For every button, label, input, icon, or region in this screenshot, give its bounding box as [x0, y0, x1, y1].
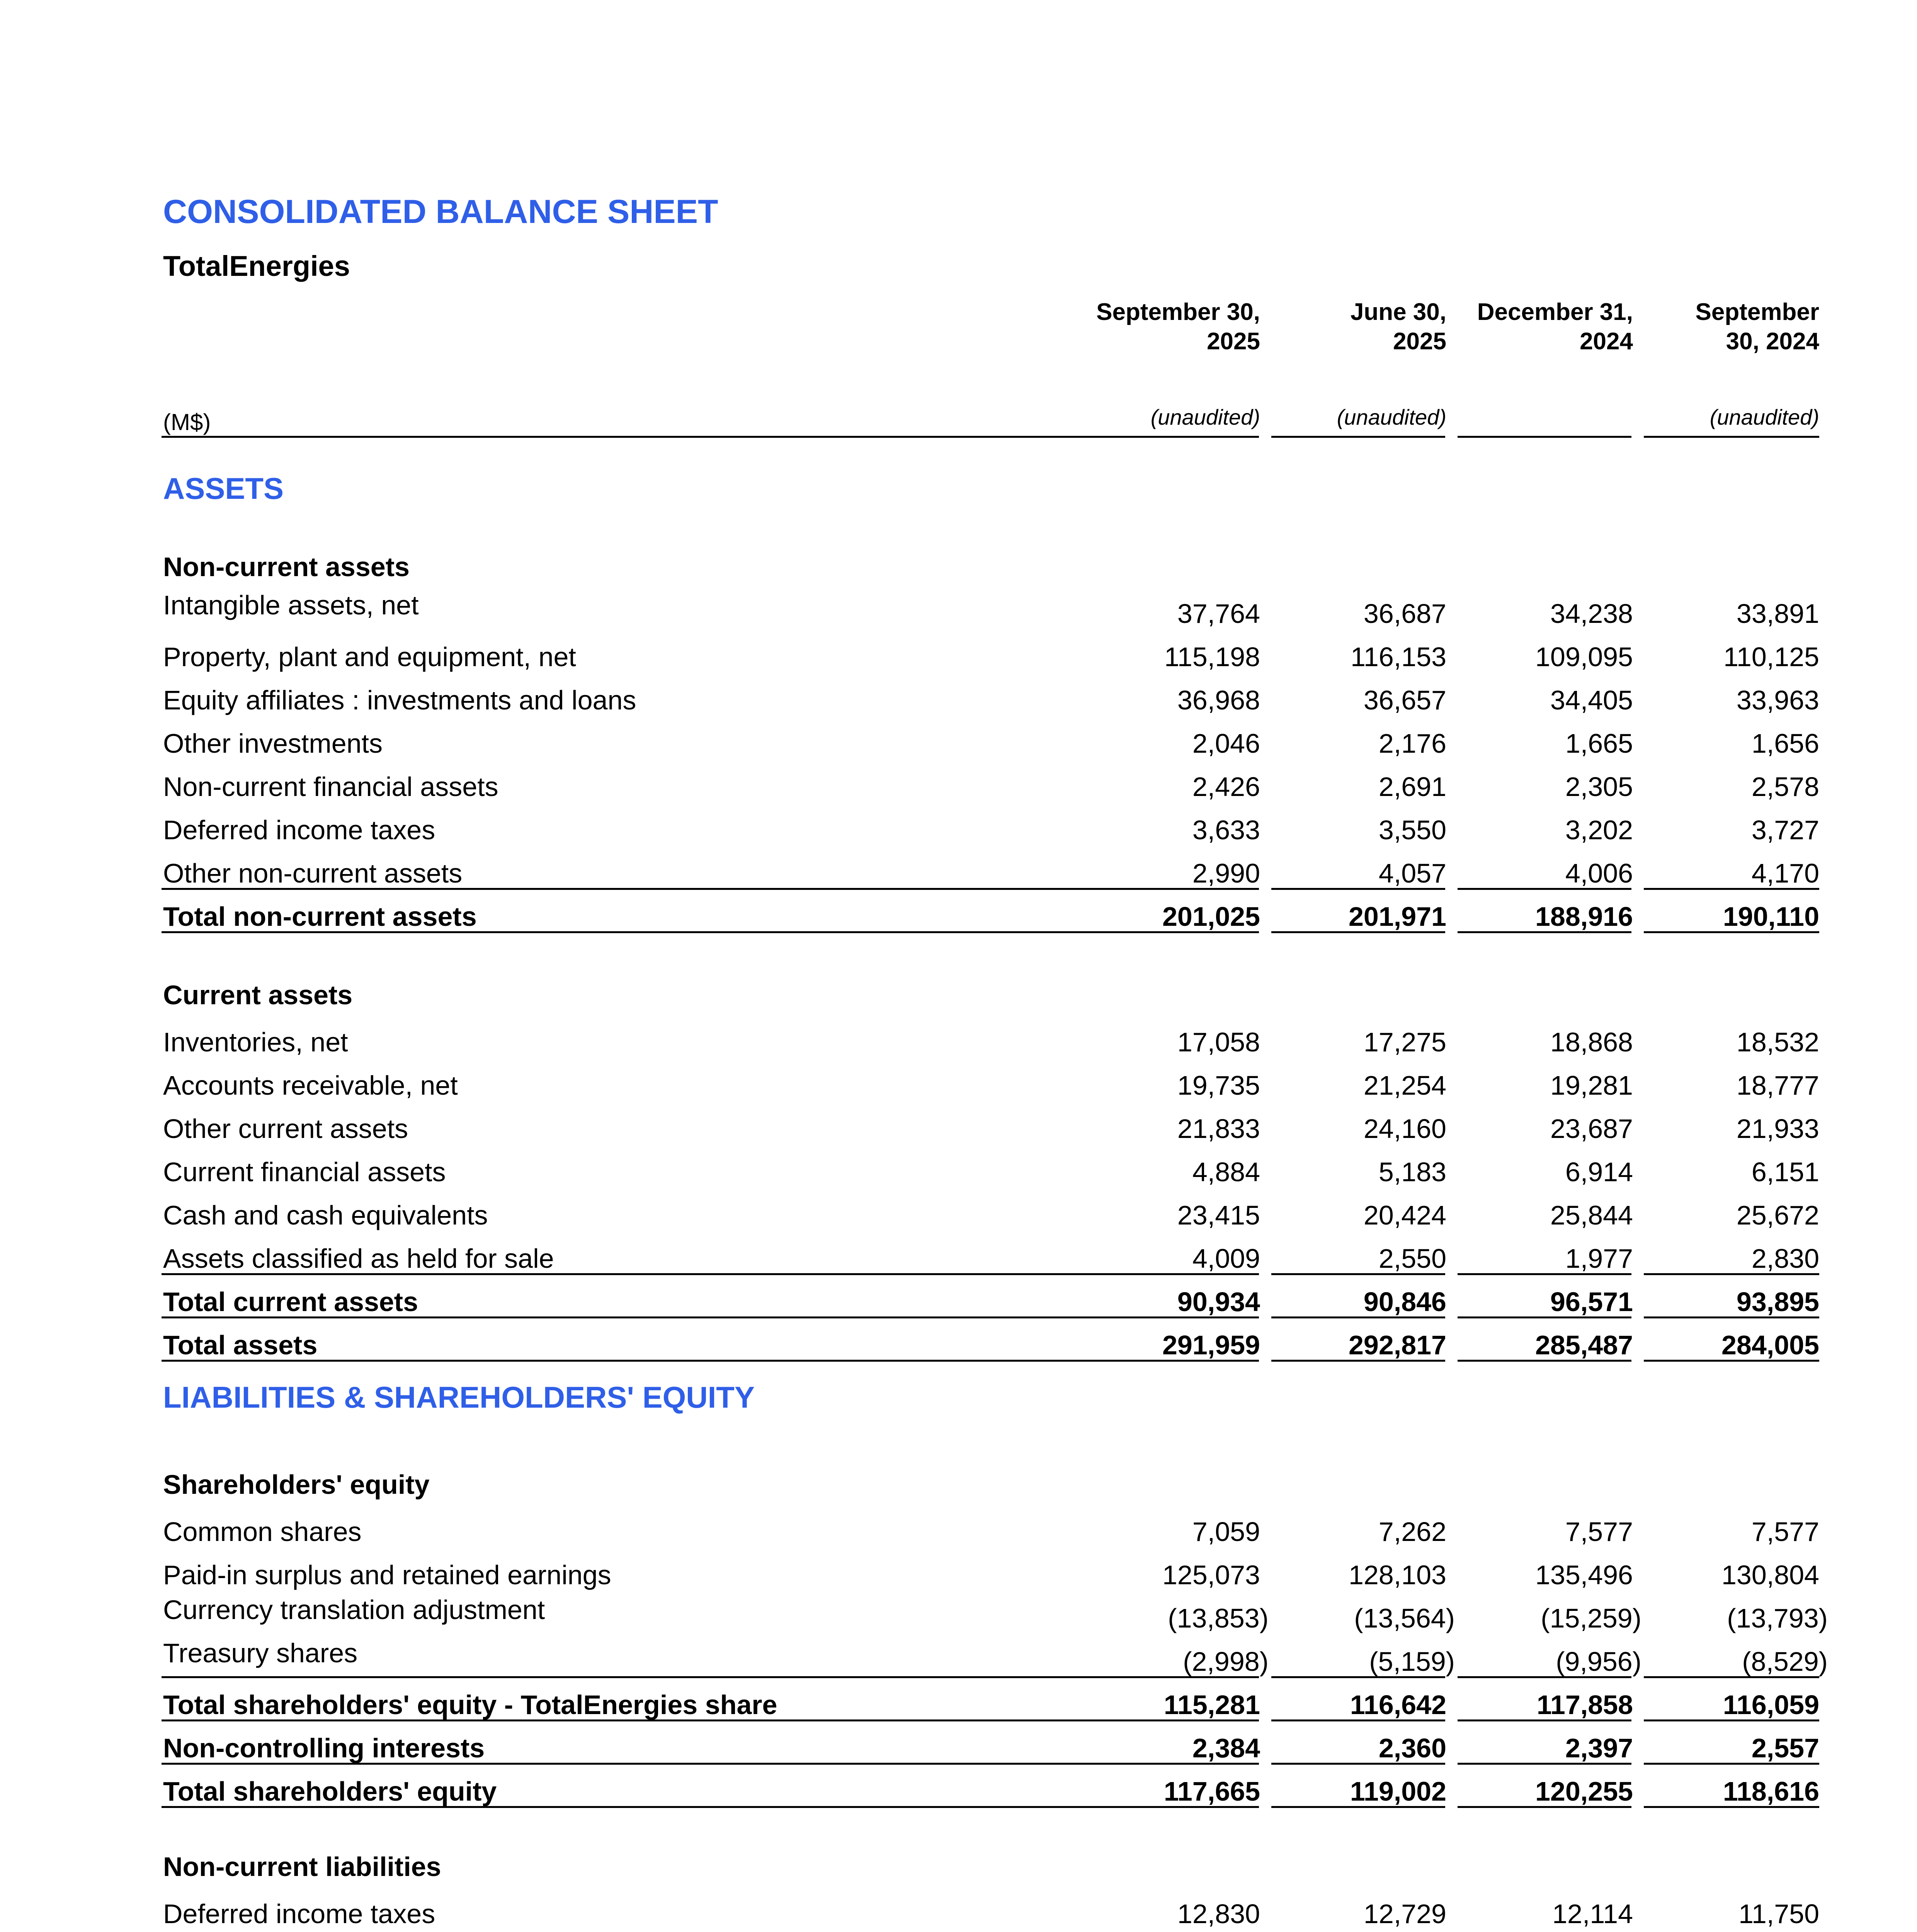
- table-row: [0, 765, 1917, 803]
- row-value: 25,844: [1550, 1200, 1633, 1230]
- row-rule: [1644, 1273, 1819, 1275]
- column-header-sep-2025: [1096, 298, 1260, 356]
- row-value: 36,687: [1363, 599, 1446, 629]
- row-value: 115,281: [1163, 1690, 1260, 1720]
- row-value: 17,275: [1363, 1027, 1446, 1057]
- row-label: Cash and cash equivalents: [163, 1200, 488, 1230]
- row-rule: [1644, 931, 1819, 933]
- row-value: 21,933: [1736, 1114, 1819, 1144]
- row-value: 201,971: [1348, 901, 1446, 932]
- row-value: 117,858: [1536, 1690, 1633, 1720]
- row-value: 110,125: [1723, 642, 1819, 672]
- row-value: 109,095: [1535, 642, 1633, 672]
- column-header-line1: September: [1695, 299, 1819, 325]
- row-value: 36,968: [1177, 685, 1260, 715]
- row-label: Deferred income taxes: [163, 1899, 435, 1929]
- row-rule: [1644, 1676, 1819, 1678]
- row-value: 285,487: [1535, 1330, 1633, 1360]
- row-value: (13,853): [1168, 1603, 1269, 1633]
- row-value: 1,665: [1565, 728, 1633, 759]
- row-label: Total assets: [163, 1330, 318, 1360]
- row-value: 25,672: [1736, 1200, 1819, 1230]
- row-label: Treasury shares: [163, 1638, 358, 1668]
- column-header-line1: December 31,: [1477, 299, 1633, 325]
- row-value: 90,934: [1177, 1287, 1260, 1317]
- total-row: [0, 1726, 1917, 1765]
- row-value: 21,254: [1363, 1070, 1446, 1100]
- table-row: [0, 1639, 1917, 1678]
- table-row: [0, 1020, 1917, 1059]
- row-value: 19,735: [1177, 1070, 1260, 1100]
- unaudited-note: (unaudited): [1150, 405, 1260, 429]
- table-row: [0, 721, 1917, 760]
- row-value: 33,891: [1736, 599, 1819, 629]
- row-value: 2,426: [1192, 772, 1260, 802]
- row-value: 20,424: [1363, 1200, 1446, 1230]
- table-row: [0, 1107, 1917, 1145]
- row-rule: [1271, 888, 1445, 890]
- column-header-line2: 2024: [1580, 328, 1633, 355]
- row-value: 2,176: [1378, 728, 1446, 759]
- row-value: 6,151: [1751, 1157, 1819, 1187]
- unit-label: (M$): [163, 409, 211, 435]
- table-row: [0, 1510, 1917, 1548]
- row-value: (2,998): [1183, 1646, 1269, 1677]
- row-rule: [1271, 1273, 1445, 1275]
- row-value: 292,817: [1348, 1330, 1446, 1360]
- row-rule: [1271, 1763, 1445, 1765]
- row-rule: [1644, 1806, 1819, 1808]
- subheading-noncurrent-assets: Non-current assets: [163, 552, 410, 582]
- row-rule: [1644, 1360, 1819, 1362]
- row-rule: [1644, 1719, 1819, 1721]
- column-header-line2: 2025: [1393, 328, 1446, 355]
- row-value: 34,238: [1550, 599, 1633, 629]
- subheading-current-assets: Current assets: [163, 980, 353, 1010]
- row-value: 23,687: [1550, 1114, 1633, 1144]
- row-value: 3,633: [1192, 815, 1260, 845]
- row-value: 190,110: [1723, 901, 1819, 932]
- row-label: Total shareholders' equity: [163, 1776, 497, 1806]
- row-rule: [1458, 1719, 1631, 1721]
- table-row: [0, 678, 1917, 717]
- row-rule: [162, 1763, 1259, 1765]
- column-header-line1: June 30,: [1350, 299, 1446, 325]
- row-rule: [1458, 1763, 1631, 1765]
- row-value: 90,846: [1363, 1287, 1446, 1317]
- row-value: 12,114: [1552, 1899, 1633, 1929]
- row-label: Intangible assets, net: [163, 590, 419, 620]
- row-rule: [162, 1676, 1259, 1678]
- row-value: 2,384: [1192, 1733, 1260, 1763]
- row-rule: [1458, 1316, 1631, 1318]
- row-value: 36,657: [1363, 685, 1446, 715]
- row-rule: [1644, 1763, 1819, 1765]
- row-value: 2,830: [1751, 1243, 1819, 1274]
- row-label: Inventories, net: [163, 1027, 348, 1057]
- row-value: (13,793): [1727, 1603, 1828, 1633]
- table-row: [0, 1150, 1917, 1189]
- row-value: 18,777: [1736, 1070, 1819, 1100]
- table-row: [0, 1892, 1917, 1930]
- row-value: 118,616: [1723, 1776, 1819, 1806]
- row-rule: [162, 1360, 1259, 1362]
- table-row: [0, 592, 1917, 630]
- row-value: (15,259): [1541, 1603, 1641, 1633]
- row-value: 116,642: [1350, 1690, 1446, 1720]
- table-row: [0, 635, 1917, 673]
- row-value: 119,002: [1350, 1776, 1446, 1806]
- table-row: [0, 1553, 1917, 1592]
- row-value: 5,183: [1378, 1157, 1446, 1187]
- row-value: 2,557: [1751, 1733, 1819, 1763]
- row-rule: [1458, 931, 1631, 933]
- row-value: 18,532: [1736, 1027, 1819, 1057]
- row-value: 2,550: [1378, 1243, 1446, 1274]
- row-value: 7,577: [1751, 1517, 1819, 1547]
- row-label: Currency translation adjustment: [163, 1595, 545, 1625]
- row-label: Deferred income taxes: [163, 815, 435, 845]
- row-rule: [1271, 1316, 1445, 1318]
- row-label: Equity affiliates : investments and loans: [163, 685, 636, 715]
- row-value: 120,255: [1535, 1776, 1633, 1806]
- row-rule: [1271, 1806, 1445, 1808]
- row-value: 12,729: [1363, 1899, 1446, 1929]
- row-value: 4,009: [1192, 1243, 1260, 1274]
- header-rule-col: [1271, 436, 1445, 438]
- row-rule: [1458, 1676, 1631, 1678]
- header-rule-col: [1458, 436, 1631, 438]
- row-label: Non-current financial assets: [163, 772, 498, 802]
- row-rule: [1458, 1360, 1631, 1362]
- row-rule: [1271, 1676, 1445, 1678]
- column-header-dec-2024: [1477, 298, 1633, 356]
- row-rule: [1458, 1273, 1631, 1275]
- row-rule: [1271, 1360, 1445, 1362]
- column-header-line2: 2025: [1207, 328, 1260, 355]
- row-value: 3,727: [1751, 815, 1819, 845]
- row-value: 93,895: [1736, 1287, 1819, 1317]
- subheading-shareholders-equity: Shareholders' equity: [163, 1469, 430, 1500]
- row-value: (8,529): [1742, 1646, 1828, 1677]
- row-label: Accounts receivable, net: [163, 1070, 458, 1100]
- row-value: 2,046: [1192, 728, 1260, 759]
- row-label: Property, plant and equipment, net: [163, 642, 576, 672]
- subheading-noncurrent-liabilities: Non-current liabilities: [163, 1852, 441, 1882]
- column-header-line2: 30, 2024: [1726, 328, 1819, 355]
- row-rule: [162, 1719, 1259, 1721]
- table-row: [0, 1596, 1917, 1635]
- row-rule: [162, 888, 1259, 890]
- row-value: 2,397: [1565, 1733, 1633, 1763]
- row-value: (13,564): [1354, 1603, 1455, 1633]
- row-value: 4,006: [1565, 858, 1633, 888]
- row-value: 11,750: [1738, 1899, 1819, 1929]
- row-value: 3,202: [1565, 815, 1633, 845]
- row-value: 17,058: [1177, 1027, 1260, 1057]
- total-row: [0, 1323, 1917, 1362]
- row-value: 116,153: [1351, 642, 1446, 672]
- row-rule: [1644, 888, 1819, 890]
- row-rule: [162, 1806, 1259, 1808]
- total-row: [0, 895, 1917, 933]
- row-label: Total shareholders' equity - TotalEnergies share: [163, 1690, 777, 1720]
- header-rule-label: [162, 436, 1259, 438]
- row-value: 23,415: [1177, 1200, 1260, 1230]
- row-value: 6,914: [1565, 1157, 1633, 1187]
- row-value: 2,305: [1565, 772, 1633, 802]
- row-value: 7,059: [1192, 1517, 1260, 1547]
- row-label: Other non-current assets: [163, 858, 463, 888]
- row-label: Other investments: [163, 728, 383, 759]
- row-rule: [1271, 931, 1445, 933]
- row-label: Total current assets: [163, 1287, 418, 1317]
- row-value: 24,160: [1363, 1114, 1446, 1144]
- row-value: (9,956): [1556, 1646, 1641, 1677]
- row-value: 117,665: [1163, 1776, 1260, 1806]
- row-value: (5,159): [1369, 1646, 1455, 1677]
- row-label: Assets classified as held for sale: [163, 1243, 554, 1274]
- row-value: 19,281: [1550, 1070, 1633, 1100]
- row-value: 2,360: [1378, 1733, 1446, 1763]
- row-value: 291,959: [1162, 1330, 1260, 1360]
- row-rule: [162, 1273, 1259, 1275]
- row-value: 34,405: [1550, 685, 1633, 715]
- row-value: 4,057: [1378, 858, 1446, 888]
- row-value: 2,691: [1378, 772, 1446, 802]
- row-rule: [162, 1316, 1259, 1318]
- unaudited-note: (unaudited): [1709, 405, 1819, 429]
- table-row: [0, 1193, 1917, 1232]
- column-header-jun-2025: [1351, 298, 1446, 356]
- table-row: [0, 1236, 1917, 1275]
- row-value: 201,025: [1162, 901, 1260, 932]
- row-label: Paid-in surplus and retained earnings: [163, 1560, 611, 1590]
- row-value: 18,868: [1550, 1027, 1633, 1057]
- section-title-liabilities: LIABILITIES & SHAREHOLDERS' EQUITY: [163, 1380, 755, 1414]
- row-value: 2,990: [1192, 858, 1260, 888]
- row-value: 116,059: [1723, 1690, 1819, 1720]
- row-value: 2,578: [1751, 772, 1819, 802]
- row-value: 33,963: [1736, 685, 1819, 715]
- row-label: Total non-current assets: [163, 901, 477, 932]
- row-value: 125,073: [1162, 1560, 1260, 1590]
- row-value: 130,804: [1721, 1560, 1819, 1590]
- total-row: [0, 1769, 1917, 1808]
- row-value: 37,764: [1177, 599, 1260, 629]
- row-rule: [1271, 1719, 1445, 1721]
- row-label: Common shares: [163, 1517, 362, 1547]
- total-row: [0, 1683, 1917, 1721]
- row-label: Non-controlling interests: [163, 1733, 485, 1763]
- row-value: 284,005: [1721, 1330, 1819, 1360]
- row-rule: [1644, 1316, 1819, 1318]
- row-value: 4,884: [1192, 1157, 1260, 1187]
- row-value: 4,170: [1751, 858, 1819, 888]
- table-row: [0, 1063, 1917, 1102]
- row-label: Other current assets: [163, 1114, 408, 1144]
- row-value: 135,496: [1535, 1560, 1633, 1590]
- row-value: 115,198: [1164, 642, 1260, 672]
- row-value: 7,577: [1565, 1517, 1633, 1547]
- row-value: 1,656: [1751, 728, 1819, 759]
- table-row: [0, 851, 1917, 890]
- page-title: CONSOLIDATED BALANCE SHEET: [163, 193, 718, 230]
- row-value: 12,830: [1177, 1899, 1260, 1929]
- row-rule: [1458, 888, 1631, 890]
- company-name: TotalEnergies: [163, 250, 350, 282]
- table-row: [0, 808, 1917, 847]
- row-value: 7,262: [1378, 1517, 1446, 1547]
- row-value: 128,103: [1348, 1560, 1446, 1590]
- header-rule-col: [1644, 436, 1819, 438]
- row-value: 188,916: [1535, 901, 1633, 932]
- row-value: 96,571: [1550, 1287, 1633, 1317]
- row-value: 1,977: [1565, 1243, 1633, 1274]
- section-title-assets: ASSETS: [163, 471, 284, 505]
- row-label: Current financial assets: [163, 1157, 446, 1187]
- row-rule: [162, 931, 1259, 933]
- total-row: [0, 1280, 1917, 1318]
- row-value: 3,550: [1378, 815, 1446, 845]
- row-rule: [1458, 1806, 1631, 1808]
- unaudited-note: (unaudited): [1337, 405, 1446, 429]
- column-header-line1: September 30,: [1096, 299, 1260, 325]
- column-header-sep-2024: [1696, 298, 1819, 356]
- row-value: 21,833: [1177, 1114, 1260, 1144]
